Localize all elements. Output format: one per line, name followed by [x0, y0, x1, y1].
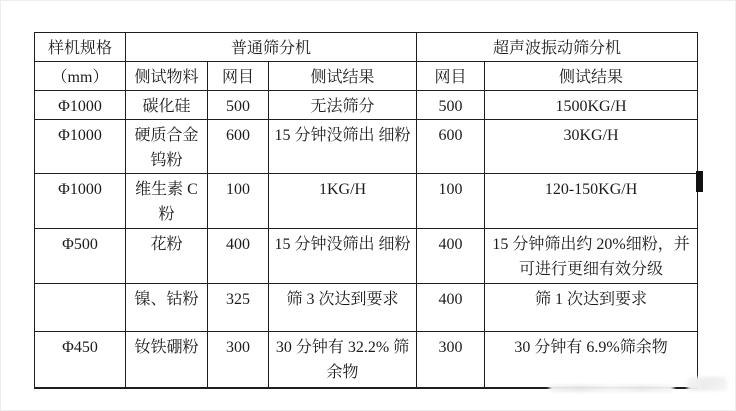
header-mesh-2: 网目: [417, 62, 485, 91]
cell-result-1: 筛 3 次达到要求: [269, 284, 417, 332]
cell-spec: Φ1000: [35, 120, 126, 174]
header-spec-title: 样机规格: [35, 33, 126, 62]
header-result-1: 侧试结果: [269, 62, 417, 91]
cell-material: 钕铁硼粉: [126, 332, 208, 389]
cell-mesh-1: 100: [208, 174, 269, 229]
header-row-groups: [35, 33, 698, 62]
cell-material: 维生素 C 粉: [126, 174, 208, 229]
cell-result-2: 30 分钟有 6.9%筛余物: [485, 332, 698, 389]
cell-mesh-1: 500: [208, 91, 269, 120]
cell-material: 花粉: [126, 229, 208, 284]
header-material: 侧试物料: [126, 62, 208, 91]
cell-material: 碳化硅: [126, 91, 208, 120]
table-row: [35, 91, 698, 120]
header-group-ultrasonic-machine: 超声波振动筛分机: [417, 33, 698, 62]
cell-mesh-1: 400: [208, 229, 269, 284]
cell-mesh-1: 300: [208, 332, 269, 389]
cell-result-2: 120-150KG/H: [485, 174, 698, 229]
cell-mesh-2: 300: [417, 332, 485, 389]
cell-mesh-1: 600: [208, 120, 269, 174]
table-row: [35, 332, 698, 389]
cell-result-2: 15 分钟筛出约 20%细粉，并可进行更细有效分级: [485, 229, 698, 284]
cell-spec: Φ450: [35, 332, 126, 389]
table-row: [35, 120, 698, 174]
cell-material: 硬质合金 钨粉: [126, 120, 208, 174]
cell-mesh-2: 100: [417, 174, 485, 229]
cell-result-1: 15 分钟没筛出 细粉: [269, 229, 417, 284]
table-row: [35, 174, 698, 229]
cell-result-2: 1500KG/H: [485, 91, 698, 120]
table-row: [35, 284, 698, 332]
smudge-artifact: [549, 385, 674, 392]
header-row-sub: [35, 62, 698, 91]
header-result-2: 侧试结果: [485, 62, 698, 91]
cell-result-2: 30KG/H: [485, 120, 698, 174]
cell-result-2: 筛 1 次达到要求: [485, 284, 698, 332]
cell-material: 镍、钴粉: [126, 284, 208, 332]
header-group-ordinary-machine: 普通筛分机: [126, 33, 417, 62]
cell-result-1: 无法筛分: [269, 91, 417, 120]
cell-mesh-1: 325: [208, 284, 269, 332]
cell-mesh-2: 400: [417, 229, 485, 284]
smudge-artifact: [687, 377, 727, 391]
cell-spec: Φ1000: [35, 91, 126, 120]
cell-spec: Φ500: [35, 229, 126, 284]
cell-spec: Φ1000: [35, 174, 126, 229]
cell-result-1: 1KG/H: [269, 174, 417, 229]
table-row: [35, 229, 698, 284]
cell-result-1: 30 分钟有 32.2% 筛余物: [269, 332, 417, 389]
border-artifact-mark: [696, 171, 703, 192]
sieving-machine-comparison-table: [34, 32, 698, 389]
cell-mesh-2: 400: [417, 284, 485, 332]
cell-mesh-2: 600: [417, 120, 485, 174]
cell-result-1: 15 分钟没筛出 细粉: [269, 120, 417, 174]
header-spec-unit: （mm）: [35, 62, 126, 91]
header-mesh-1: 网目: [208, 62, 269, 91]
cell-mesh-2: 500: [417, 91, 485, 120]
cell-spec: [35, 284, 126, 332]
